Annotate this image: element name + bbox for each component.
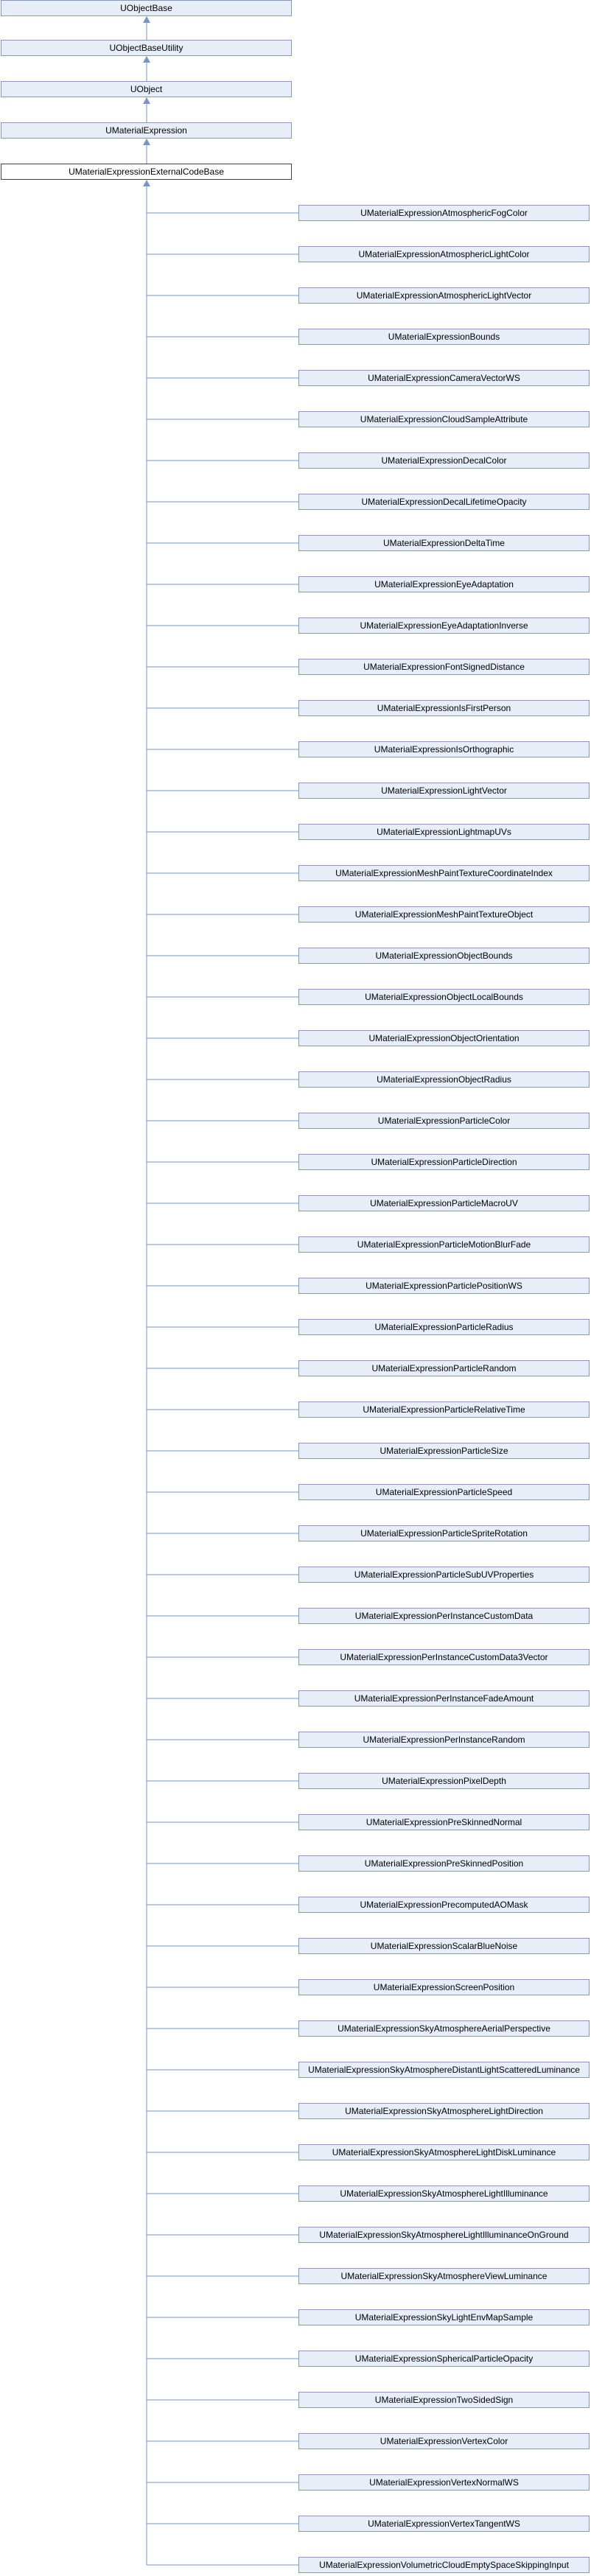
derived-class-node[interactable]: UMaterialExpressionCameraVectorWS bbox=[298, 370, 590, 386]
derived-class-node[interactable]: UMaterialExpressionObjectLocalBounds bbox=[298, 989, 590, 1005]
derived-class-node[interactable]: UMaterialExpressionParticleMotionBlurFade bbox=[298, 1236, 590, 1253]
derived-class-node[interactable]: UMaterialExpressionMeshPaintTextureCoordinateIndex bbox=[298, 865, 590, 881]
derived-class-node[interactable]: UMaterialExpressionParticleColor bbox=[298, 1113, 590, 1129]
derived-class-node[interactable]: UMaterialExpressionAtmosphericFogColor bbox=[298, 205, 590, 221]
derived-class-node[interactable]: UMaterialExpressionPerInstanceCustomData3Vector bbox=[298, 1649, 590, 1665]
derived-class-node[interactable]: UMaterialExpressionParticleDirection bbox=[298, 1154, 590, 1170]
base-class-node[interactable]: UObjectBaseUtility bbox=[1, 40, 292, 56]
inheritance-arrowhead bbox=[143, 16, 150, 23]
derived-class-node[interactable]: UMaterialExpressionBounds bbox=[298, 329, 590, 345]
derived-class-node[interactable]: UMaterialExpressionScreenPosition bbox=[298, 1979, 590, 1995]
derived-class-node[interactable]: UMaterialExpressionVertexColor bbox=[298, 2433, 590, 2449]
derived-class-node[interactable]: UMaterialExpressionEyeAdaptation bbox=[298, 576, 590, 592]
derived-class-node[interactable]: UMaterialExpressionFontSignedDistance bbox=[298, 659, 590, 675]
derived-class-node[interactable]: UMaterialExpressionCloudSampleAttribute bbox=[298, 411, 590, 427]
inheritance-arrowhead bbox=[143, 180, 150, 186]
derived-class-node[interactable]: UMaterialExpressionSkyAtmosphereLightIlluminance bbox=[298, 2185, 590, 2202]
derived-class-node[interactable]: UMaterialExpressionDecalLifetimeOpacity bbox=[298, 494, 590, 510]
derived-class-node[interactable]: UMaterialExpressionTwoSidedSign bbox=[298, 2392, 590, 2408]
derived-class-node[interactable]: UMaterialExpressionPrecomputedAOMask bbox=[298, 1897, 590, 1913]
derived-class-node[interactable]: UMaterialExpressionIsFirstPerson bbox=[298, 700, 590, 716]
derived-class-node[interactable]: UMaterialExpressionSkyAtmosphereAerialPerspective bbox=[298, 2020, 590, 2037]
derived-class-node[interactable]: UMaterialExpressionEyeAdaptationInverse bbox=[298, 617, 590, 634]
current-class-node: UMaterialExpressionExternalCodeBase bbox=[1, 164, 292, 180]
derived-class-node[interactable]: UMaterialExpressionPixelDepth bbox=[298, 1773, 590, 1789]
derived-class-node[interactable]: UMaterialExpressionScalarBlueNoise bbox=[298, 1938, 590, 1954]
derived-class-node[interactable]: UMaterialExpressionAtmosphericLightColor bbox=[298, 246, 590, 262]
inheritance-arrowhead bbox=[143, 139, 150, 145]
derived-class-node[interactable]: UMaterialExpressionSkyAtmosphereViewLuminance bbox=[298, 2268, 590, 2284]
inheritance-arrowhead bbox=[143, 97, 150, 104]
base-class-node[interactable]: UMaterialExpression bbox=[1, 122, 292, 139]
derived-class-node[interactable]: UMaterialExpressionVolumetricCloudEmptySpaceSkippingInput bbox=[298, 2557, 590, 2573]
derived-class-node[interactable]: UMaterialExpressionParticleRadius bbox=[298, 1319, 590, 1335]
derived-class-node[interactable]: UMaterialExpressionParticleSpriteRotation bbox=[298, 1525, 590, 1541]
derived-class-node[interactable]: UMaterialExpressionObjectBounds bbox=[298, 948, 590, 964]
derived-class-node[interactable]: UMaterialExpressionSphericalParticleOpacity bbox=[298, 2351, 590, 2367]
derived-class-node[interactable]: UMaterialExpressionParticlePositionWS bbox=[298, 1278, 590, 1294]
base-class-node[interactable]: UObjectBase bbox=[1, 0, 292, 16]
derived-class-node[interactable]: UMaterialExpressionVertexTangentWS bbox=[298, 2516, 590, 2532]
derived-class-node[interactable]: UMaterialExpressionPerInstanceFadeAmount bbox=[298, 1690, 590, 1707]
derived-class-node[interactable]: UMaterialExpressionParticleSubUVProperties bbox=[298, 1567, 590, 1583]
inheritance-arrowhead bbox=[143, 56, 150, 63]
derived-class-node[interactable]: UMaterialExpressionAtmosphericLightVector bbox=[298, 287, 590, 304]
derived-class-node[interactable]: UMaterialExpressionParticleRelativeTime bbox=[298, 1401, 590, 1418]
derived-class-node[interactable]: UMaterialExpressionPerInstanceCustomData bbox=[298, 1608, 590, 1624]
derived-class-node[interactable]: UMaterialExpressionSkyAtmosphereDistantLightScatteredLuminance bbox=[298, 2062, 590, 2078]
derived-class-node[interactable]: UMaterialExpressionLightmapUVs bbox=[298, 824, 590, 840]
derived-class-node[interactable]: UMaterialExpressionDeltaTime bbox=[298, 535, 590, 551]
base-class-node[interactable]: UObject bbox=[1, 81, 292, 97]
derived-class-node[interactable]: UMaterialExpressionParticleSize bbox=[298, 1443, 590, 1459]
derived-class-node[interactable]: UMaterialExpressionObjectRadius bbox=[298, 1071, 590, 1088]
derived-class-node[interactable]: UMaterialExpressionParticleMacroUV bbox=[298, 1195, 590, 1211]
derived-class-node[interactable]: UMaterialExpressionParticleSpeed bbox=[298, 1484, 590, 1500]
derived-class-node[interactable]: UMaterialExpressionParticleRandom bbox=[298, 1360, 590, 1376]
derived-class-node[interactable]: UMaterialExpressionSkyLightEnvMapSample bbox=[298, 2309, 590, 2325]
derived-class-node[interactable]: UMaterialExpressionIsOrthographic bbox=[298, 741, 590, 757]
derived-class-node[interactable]: UMaterialExpressionObjectOrientation bbox=[298, 1030, 590, 1046]
derived-class-node[interactable]: UMaterialExpressionMeshPaintTextureObject bbox=[298, 906, 590, 923]
derived-class-node[interactable]: UMaterialExpressionLightVector bbox=[298, 783, 590, 799]
derived-class-node[interactable]: UMaterialExpressionVertexNormalWS bbox=[298, 2474, 590, 2491]
derived-class-node[interactable]: UMaterialExpressionSkyAtmosphereLightIlluminanceOnGround bbox=[298, 2227, 590, 2243]
derived-class-node[interactable]: UMaterialExpressionSkyAtmosphereLightDirection bbox=[298, 2103, 590, 2119]
derived-class-node[interactable]: UMaterialExpressionPerInstanceRandom bbox=[298, 1732, 590, 1748]
derived-class-node[interactable]: UMaterialExpressionPreSkinnedPosition bbox=[298, 1855, 590, 1872]
derived-class-node[interactable]: UMaterialExpressionPreSkinnedNormal bbox=[298, 1814, 590, 1830]
derived-class-node[interactable]: UMaterialExpressionSkyAtmosphereLightDiskLuminance bbox=[298, 2144, 590, 2160]
derived-class-node[interactable]: UMaterialExpressionDecalColor bbox=[298, 452, 590, 469]
